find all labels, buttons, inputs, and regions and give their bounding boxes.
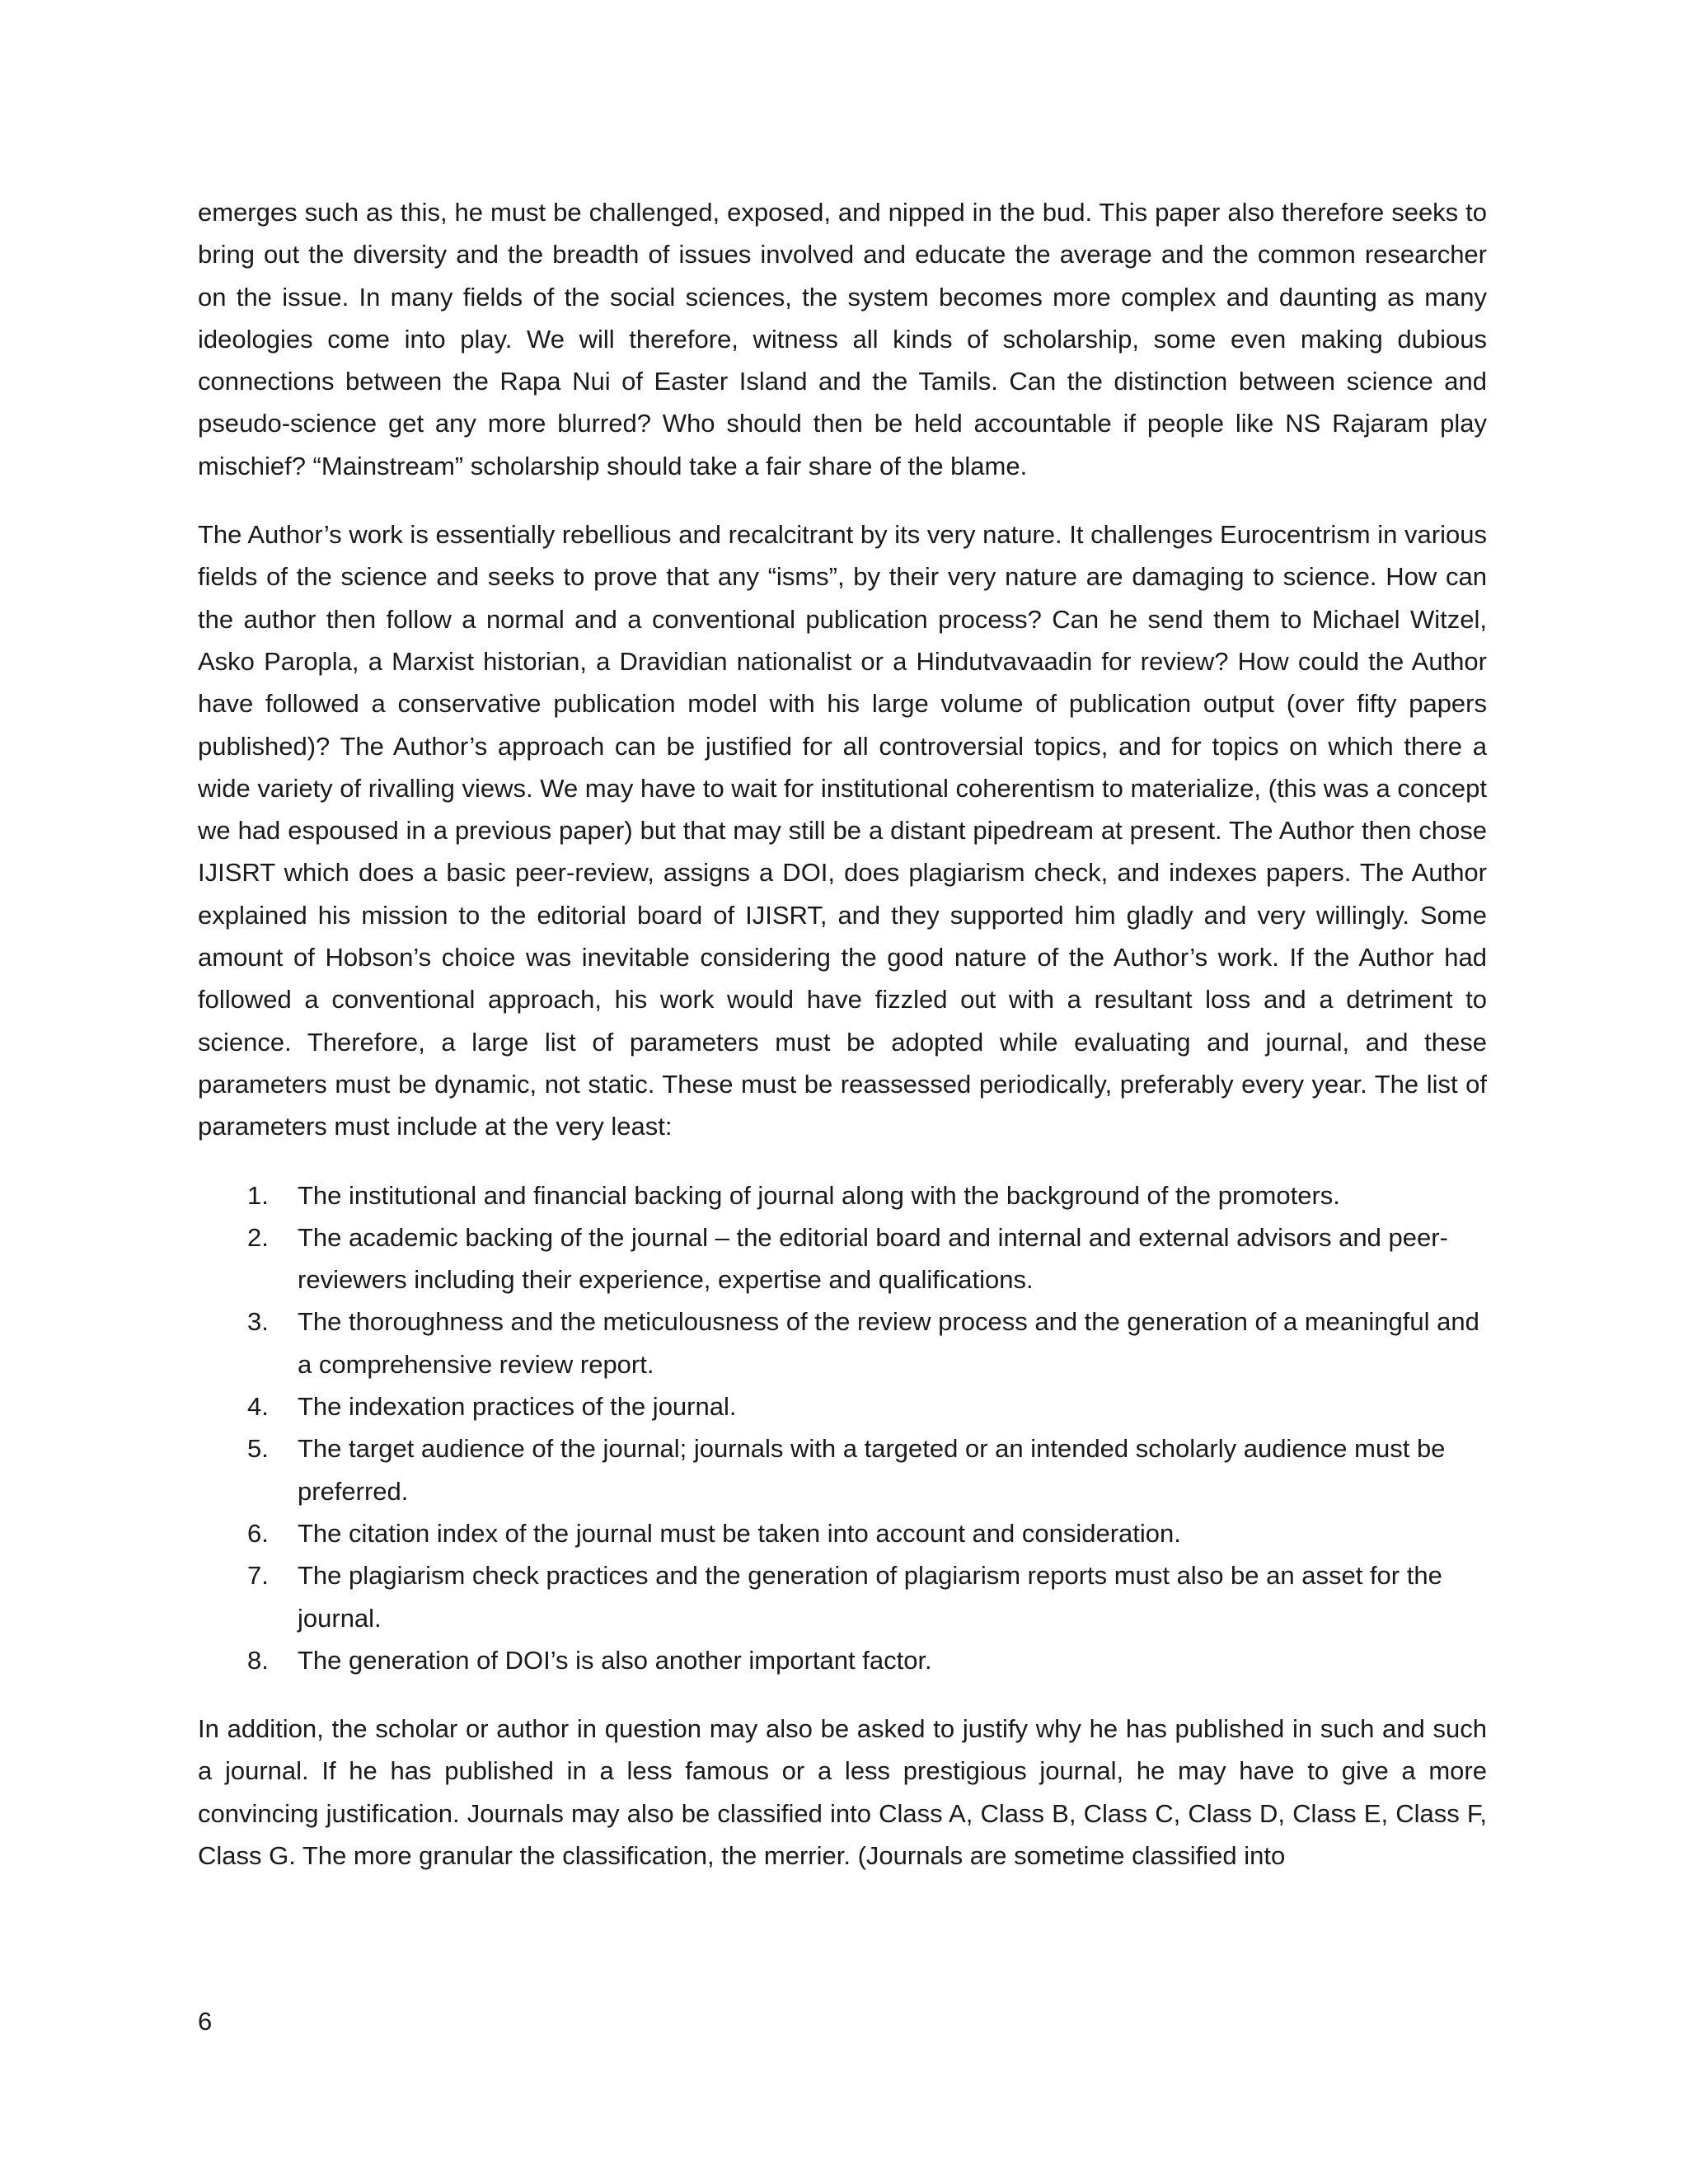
list-item-text: The citation index of the journal must be taken into account and consideration. — [298, 1518, 1181, 1548]
list-item-number: 2. — [247, 1222, 269, 1252]
body-paragraph: In addition, the scholar or author in question may also be asked to justify why he has published in such and such a journal. If he has published in a less famous or a less prestigious journal, he may have to give a more convincing justification. Journals may also be classified into Class A, Class B, Class C, Class D, Class E, Class F, Class G. The more granular the classification, the merrier. (Journals are sometime classified into — [198, 1714, 1487, 1870]
list-item-number: 4. — [247, 1392, 269, 1422]
list-item-text: The institutional and financial backing of journal along with the background of the promoters. — [298, 1180, 1340, 1210]
body-paragraph: emerges such as this, he must be challenged, exposed, and nipped in the bud. This paper also therefore seeks to bring out the diversity and the breadth of issues involved and educate the average and the common researcher on the issue. In many fields of the social sciences, the system becomes more complex and daunting as many ideologies come into play. We will therefore, witness all kinds of scholarship, some even making dubious connections between the Rapa Nui of Easter Island and the Tamils. Can the distinction between science and pseudo-science get any more blurred? Who should then be held accountable if people like NS Rajaram play mischief? “Mainstream” scholarship should take a fair share of the blame. — [198, 198, 1487, 480]
list-item-text: The academic backing of the journal – the editorial board and internal and external advisors and peer-reviewers including their experience, expertise and qualifications. — [298, 1222, 1448, 1295]
list-item-text: The plagiarism check practices and the generation of plagiarism reports must also be an asset for the journal. — [298, 1561, 1442, 1633]
body-paragraph: The Author’s work is essentially rebellious and recalcitrant by its very nature. It challenges Eurocentrism in various fields of the science and seeks to prove that any “isms”, by their very nature are damaging to science. How can the author then follow a normal and a conventional publication process? Can he send them to Michael Witzel, Asko Paropla, a Marxist historian, a Dravidian nationalist or a Hindutvavaadin for review? How could the Author have followed a conservative publication model with his large volume of publication output (over fifty papers published)? The Author’s approach can be justified for all controversial topics, and for topics on which there a wide variety of rivalling views. We may have to wait for institutional coherentism to materialize, (this was a concept we had espoused in a previous paper) but that may still be a distant pipedream at present. The Author then chose IJISRT which does a basic peer-review, assigns a DOI, does plagiarism check, and indexes papers. The Author explained his mission to the editorial board of IJISRT, and they supported him gladly and very willingly. Some amount of Hobson’s choice was inevitable considering the good nature of the Author’s work. If the Author had followed a conventional approach, his work would have fizzled out with a resultant loss and a detriment to science. Therefore, a large list of parameters must be adopted while evaluating and journal, and these parameters must be dynamic, not static. These must be reassessed periodically, preferably every year. The list of parameters must include at the very least: — [198, 520, 1487, 1141]
list-item — [198, 1216, 1487, 1301]
list-item — [198, 1554, 1487, 1639]
list-item — [198, 1427, 1487, 1512]
list-item — [198, 1512, 1487, 1554]
parameter-list — [198, 1174, 1487, 1682]
list-item-number: 5. — [247, 1434, 269, 1464]
page-number: 6 — [198, 2007, 213, 2036]
list-item-text: The thoroughness and the meticulousness of the review process and the generation of a meaningful and a comprehensive review report. — [298, 1307, 1479, 1379]
list-item — [198, 1385, 1487, 1427]
list-item-number: 3. — [247, 1307, 269, 1337]
list-item-number: 1. — [247, 1180, 269, 1210]
list-item-text: The generation of DOI’s is also another important factor. — [298, 1645, 932, 1675]
list-item-number: 6. — [247, 1518, 269, 1548]
list-item — [198, 1639, 1487, 1681]
list-item-number: 8. — [247, 1645, 269, 1675]
list-item-number: 7. — [247, 1561, 269, 1591]
list-item-text: The target audience of the journal; journals with a targeted or an intended scholarly audience must be preferred. — [298, 1434, 1446, 1506]
list-item-text: The indexation practices of the journal. — [298, 1392, 737, 1422]
page-body — [198, 191, 1487, 1903]
list-item — [198, 1174, 1487, 1216]
list-item — [198, 1301, 1487, 1385]
